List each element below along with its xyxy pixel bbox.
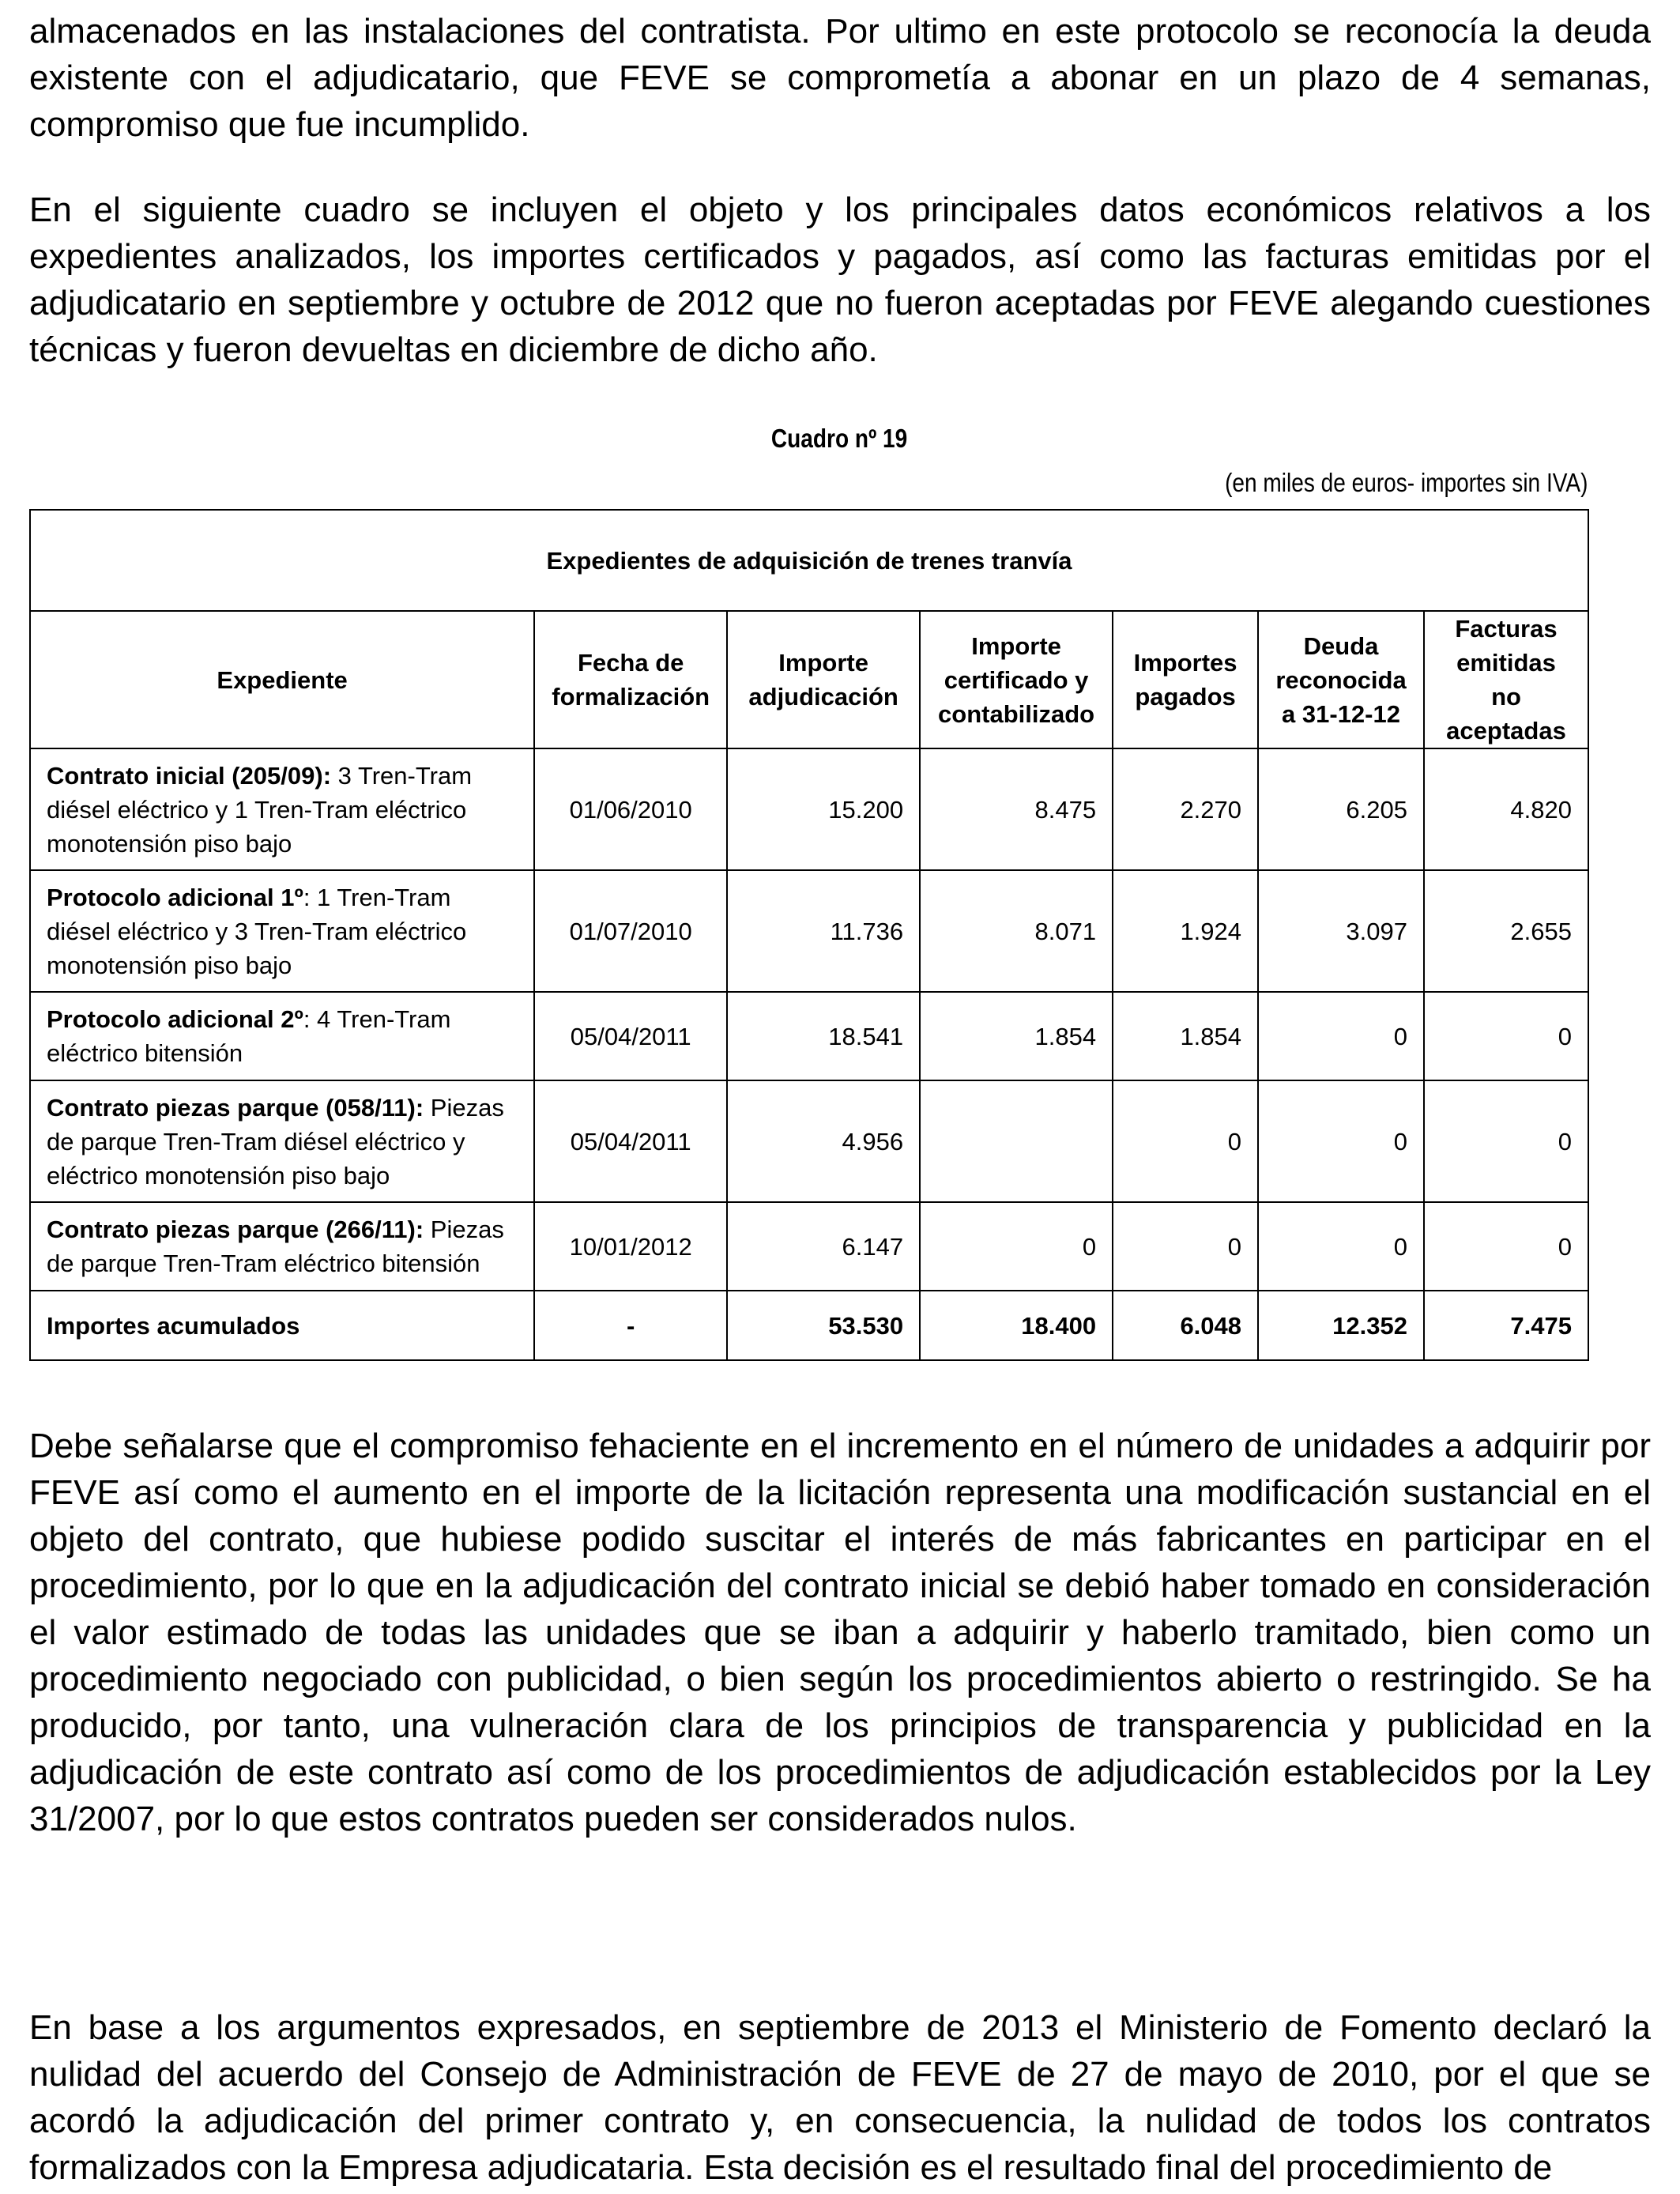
header-pagados: Importes pagados (1113, 611, 1258, 748)
certificado-cell: 8.475 (920, 748, 1113, 870)
deuda-cell: 6.205 (1258, 748, 1424, 870)
total-adjudicacion: 53.530 (727, 1291, 920, 1360)
certificado-cell: 8.071 (920, 870, 1113, 992)
pagados-cell: 1.854 (1113, 992, 1258, 1080)
expediente-cell: Contrato piezas parque (058/11): Piezas de parque Tren-Tram diésel eléctrico y eléctrico monotensión piso bajo (30, 1080, 534, 1202)
paragraph-table-intro: En el siguiente cuadro se incluyen el objeto y los principales datos económicos relativos a los expedientes analizados, los importes certificados y pagados, así como las facturas emitidas por el adjudicatario en septiembre y octubre de 2012 que no fueron aceptadas por FEVE alegando cuestiones técnicas y fueron devueltas en diciembre de dicho año. (29, 190, 1651, 369)
expedientes-table (29, 509, 1589, 1361)
expediente-cell: Contrato inicial (205/09): 3 Tren-Tram diésel eléctrico y 1 Tren-Tram eléctrico monotensión piso bajo (30, 748, 534, 870)
total-deuda: 12.352 (1258, 1291, 1424, 1360)
deuda-cell: 0 (1258, 992, 1424, 1080)
deuda-cell: 0 (1258, 1080, 1424, 1202)
header-certificado: Importe certificado y contabilizado (920, 611, 1113, 748)
facturas-cell: 2.655 (1424, 870, 1588, 992)
facturas-cell: 0 (1424, 992, 1588, 1080)
fecha-cell: 05/04/2011 (534, 992, 727, 1080)
pagados-cell: 2.270 (1113, 748, 1258, 870)
certificado-cell: 1.854 (920, 992, 1113, 1080)
total-pagados: 6.048 (1113, 1291, 1258, 1360)
adjudicacion-cell: 4.956 (727, 1080, 920, 1202)
pagados-cell: 0 (1113, 1202, 1258, 1291)
facturas-cell: 0 (1424, 1080, 1588, 1202)
fecha-cell: 05/04/2011 (534, 1080, 727, 1202)
facturas-cell: 4.820 (1424, 748, 1588, 870)
total-certificado: 18.400 (920, 1291, 1113, 1360)
expediente-cell: Contrato piezas parque (266/11): Piezas de parque Tren-Tram eléctrico bitensión (30, 1202, 534, 1291)
fecha-cell: 01/07/2010 (534, 870, 727, 992)
table-row (30, 1080, 1588, 1202)
table-caption: Cuadro nº 19 (770, 424, 908, 453)
adjudicacion-cell: 6.147 (727, 1202, 920, 1291)
total-facturas: 7.475 (1424, 1291, 1588, 1360)
total-label: Importes acumulados (30, 1291, 534, 1360)
expediente-cell: Protocolo adicional 1º: 1 Tren-Tram diésel eléctrico y 3 Tren-Tram eléctrico monotensión piso bajo (30, 870, 534, 992)
header-adjudicacion: Importe adjudicación (727, 611, 920, 748)
pagados-cell: 1.924 (1113, 870, 1258, 992)
paragraph-analysis: Debe señalarse que el compromiso fehaciente en el incremento en el número de unidades a adquirir por FEVE así como el aumento en el importe de la licitación representa una modificación sustancial en el objeto del contrato, que hubiese podido suscitar el interés de más fabricantes en participar en el procedimiento, por lo que en la adjudicación del contrato inicial se debió haber tomado en consideración el valor estimado de todas las unidades que se iban a adquirir y haberlo tramitado, bien como un procedimiento negociado con publicidad, o bien según los procedimientos abierto o restringido. Se ha producido, por tanto, una vulneración clara de los principios de transparencia y publicidad en la adjudicación de este contrato así como de los procedimientos de adjudicación establecidos por la Ley 31/2007, por lo que estos contratos pueden ser considerados nulos. (29, 1427, 1651, 1838)
header-facturas: Facturas emitidas no aceptadas (1424, 611, 1588, 748)
certificado-cell (920, 1080, 1113, 1202)
header-deuda: Deuda reconocida a 31-12-12 (1258, 611, 1424, 748)
header-expediente: Expediente (30, 611, 534, 748)
total-fecha: - (534, 1291, 727, 1360)
table-title: Expedientes de adquisición de trenes tranvía (30, 510, 1588, 611)
deuda-cell: 3.097 (1258, 870, 1424, 992)
deuda-cell: 0 (1258, 1202, 1424, 1291)
table-total-row (30, 1291, 1588, 1360)
expediente-cell: Protocolo adicional 2º: 4 Tren-Tram eléctrico bitensión (30, 992, 534, 1080)
paragraph-conclusion: En base a los argumentos expresados, en septiembre de 2013 el Ministerio de Fomento declaró la nulidad del acuerdo del Consejo de Administración de FEVE de 27 de mayo de 2010, por el que se acordó la adjudicación del primer contrato y, en consecuencia, la nulidad de todos los contratos formalizados con la Empresa adjudicataria. Esta decisión es el resultado final del procedimiento de (29, 2008, 1651, 2187)
adjudicacion-cell: 18.541 (727, 992, 920, 1080)
table-header-row (30, 611, 1588, 748)
table-units-note: (en miles de euros- importes sin IVA) (1224, 468, 1588, 497)
table-row (30, 870, 1588, 992)
adjudicacion-cell: 15.200 (727, 748, 920, 870)
table-row (30, 992, 1588, 1080)
table-row (30, 1202, 1588, 1291)
paragraph-intro: almacenados en las instalaciones del contratista. Por ultimo en este protocolo se reconocía la deuda existente con el adjudicatario, que FEVE se comprometía a abonar en un plazo de 4 semanas, compromiso que fue incumplido. (29, 12, 1651, 144)
fecha-cell: 10/01/2012 (534, 1202, 727, 1291)
header-fecha: Fecha de formalización (534, 611, 727, 748)
adjudicacion-cell: 11.736 (727, 870, 920, 992)
pagados-cell: 0 (1113, 1080, 1258, 1202)
facturas-cell: 0 (1424, 1202, 1588, 1291)
table-row (30, 748, 1588, 870)
certificado-cell: 0 (920, 1202, 1113, 1291)
fecha-cell: 01/06/2010 (534, 748, 727, 870)
